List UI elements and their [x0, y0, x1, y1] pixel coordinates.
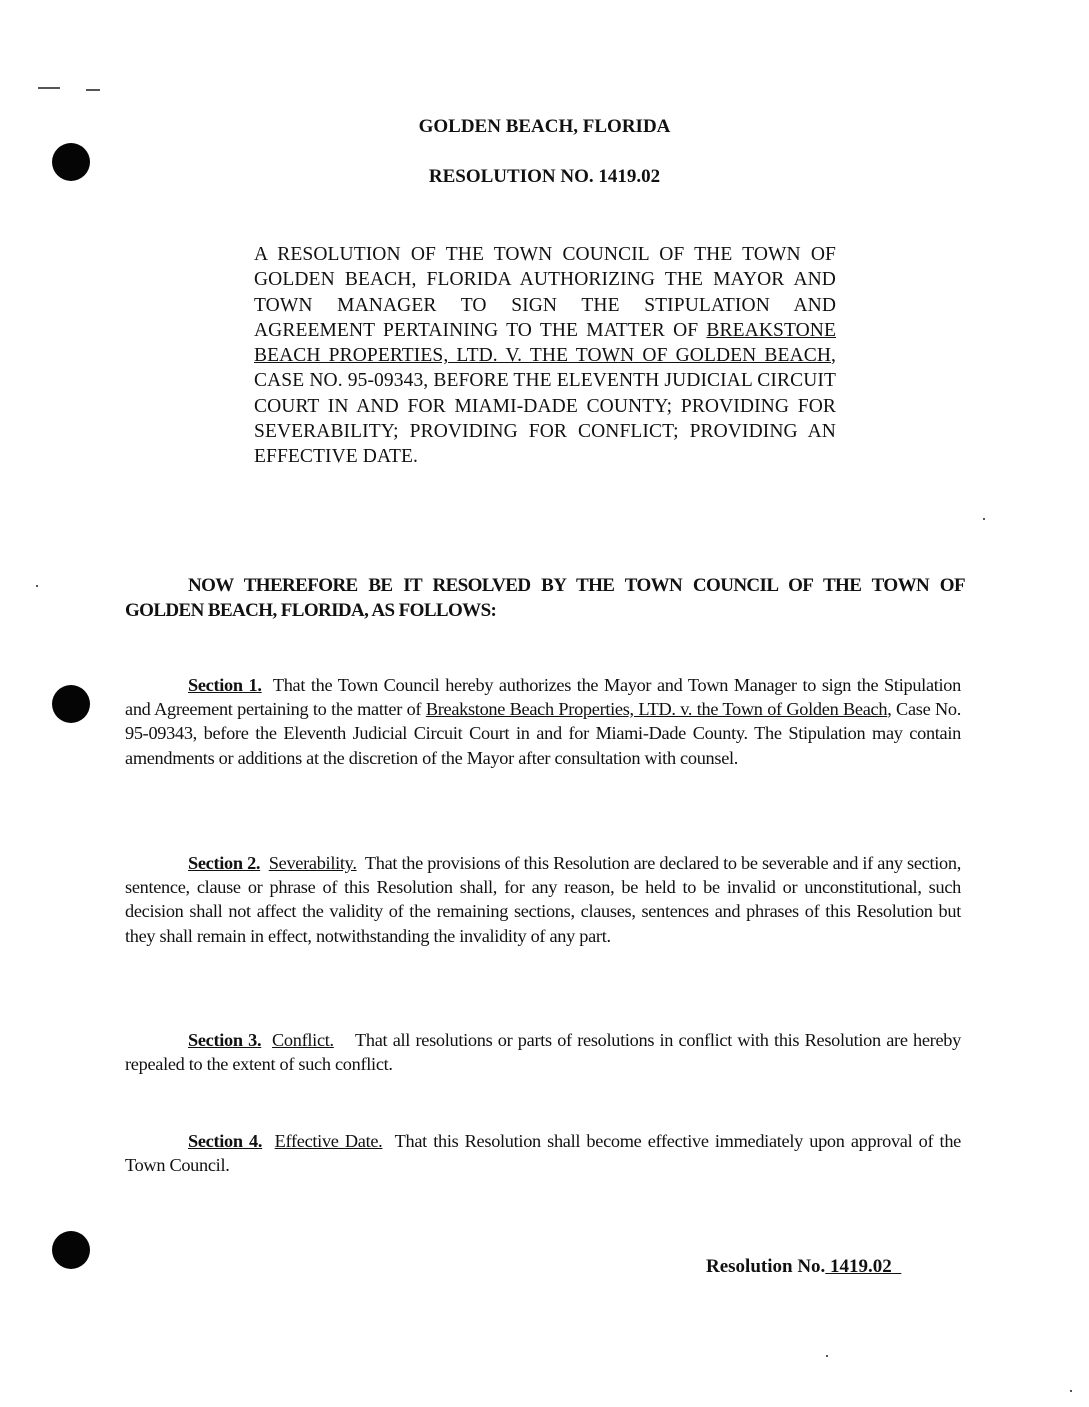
section-text: That all resolutions or parts of resolutions in conflict with this Resolution are hereby repealed to the extent of such conflict. [125, 1030, 961, 1075]
scan-artifact [983, 518, 985, 520]
resolution-number-heading: RESOLUTION NO. 1419.02 [428, 166, 661, 187]
resolution-abstract [254, 242, 836, 470]
footer-resolution-number [706, 1256, 901, 1278]
section-title: Effective Date. [274, 1131, 383, 1151]
section-2 [125, 851, 961, 948]
abstract-text: A RESOLUTION OF THE TOWN COUNCIL OF THE TOWN OF GOLDEN BEACH, FLORIDA AUTHORIZING THE MAYOR AND TOWN MANAGER TO SIGN THE STIPULATION AND AGREEMENT PERTAINING TO THE MATTER OF [254, 244, 836, 341]
section-heading: Section 2. [188, 853, 261, 873]
section-1 [125, 673, 961, 770]
scan-artifact [1070, 1390, 1072, 1392]
punch-hole-bottom [52, 1231, 90, 1269]
footer-number: 1419.02 [830, 1256, 892, 1277]
section-text-continued: , Case No. 95-09343, before the Eleventh Judicial Circuit Court in and for Miami-Dade County. The Stipulation may contain amendments or additions at the discretion of the Mayor after consultation with counsel. [125, 699, 962, 768]
section-heading: Section 4. [188, 1131, 263, 1151]
section-heading: Section 3. [188, 1030, 262, 1050]
municipality-heading: GOLDEN BEACH, FLORIDA [418, 116, 671, 137]
case-name: Breakstone Beach Properties, LTD. v. the Town of Golden Beach [425, 699, 888, 720]
section-heading: Section 1. [188, 675, 262, 695]
case-name: BREAKSTONE BEACH PROPERTIES, LTD. V. THE TOWN OF GOLDEN BEACH [254, 319, 836, 367]
scan-artifact [86, 89, 100, 91]
section-text: That this Resolution shall become effective immediately upon approval of the Town Council. [125, 1131, 961, 1176]
footer-label: Resolution No. [706, 1256, 826, 1277]
resolved-clause: NOW THEREFORE BE IT RESOLVED BY THE TOWN COUNCIL OF THE TOWN OF GOLDEN BEACH, FLORIDA, AS FOLLOWS: [125, 575, 965, 621]
section-text: That the provisions of this Resolution are declared to be severable and if any section, sentence, clause or phrase of this Resolution shall, for any reason, be held to be invalid or unconstitutional, such decision shall not affect the validity of the remaining sections, clauses, sentences and phrases of this Resolution but they shall remain in effect, notwithstanding the invalidity of any part. [125, 853, 961, 946]
scan-artifact [826, 1355, 828, 1357]
section-title: Conflict. [272, 1030, 334, 1050]
section-3 [125, 1028, 961, 1076]
section-4 [125, 1129, 961, 1177]
punch-hole-middle [52, 685, 90, 723]
abstract-text-continued: , CASE NO. 95-09343, BEFORE THE ELEVENTH JUDICIAL CIRCUIT COURT IN AND FOR MIAMI-DADE COUNTY; PROVIDING FOR SEVERABILITY; PROVIDING FOR CONFLICT; PROVIDING AN EFFECTIVE DATE. [254, 345, 836, 468]
section-title: Severability. [268, 853, 357, 873]
scan-artifact [36, 585, 38, 587]
section-text: That the Town Council hereby authorizes the Mayor and Town Manager to sign the Stipulation and Agreement pertaining to the matter of [125, 675, 961, 720]
scan-artifact [38, 87, 60, 89]
